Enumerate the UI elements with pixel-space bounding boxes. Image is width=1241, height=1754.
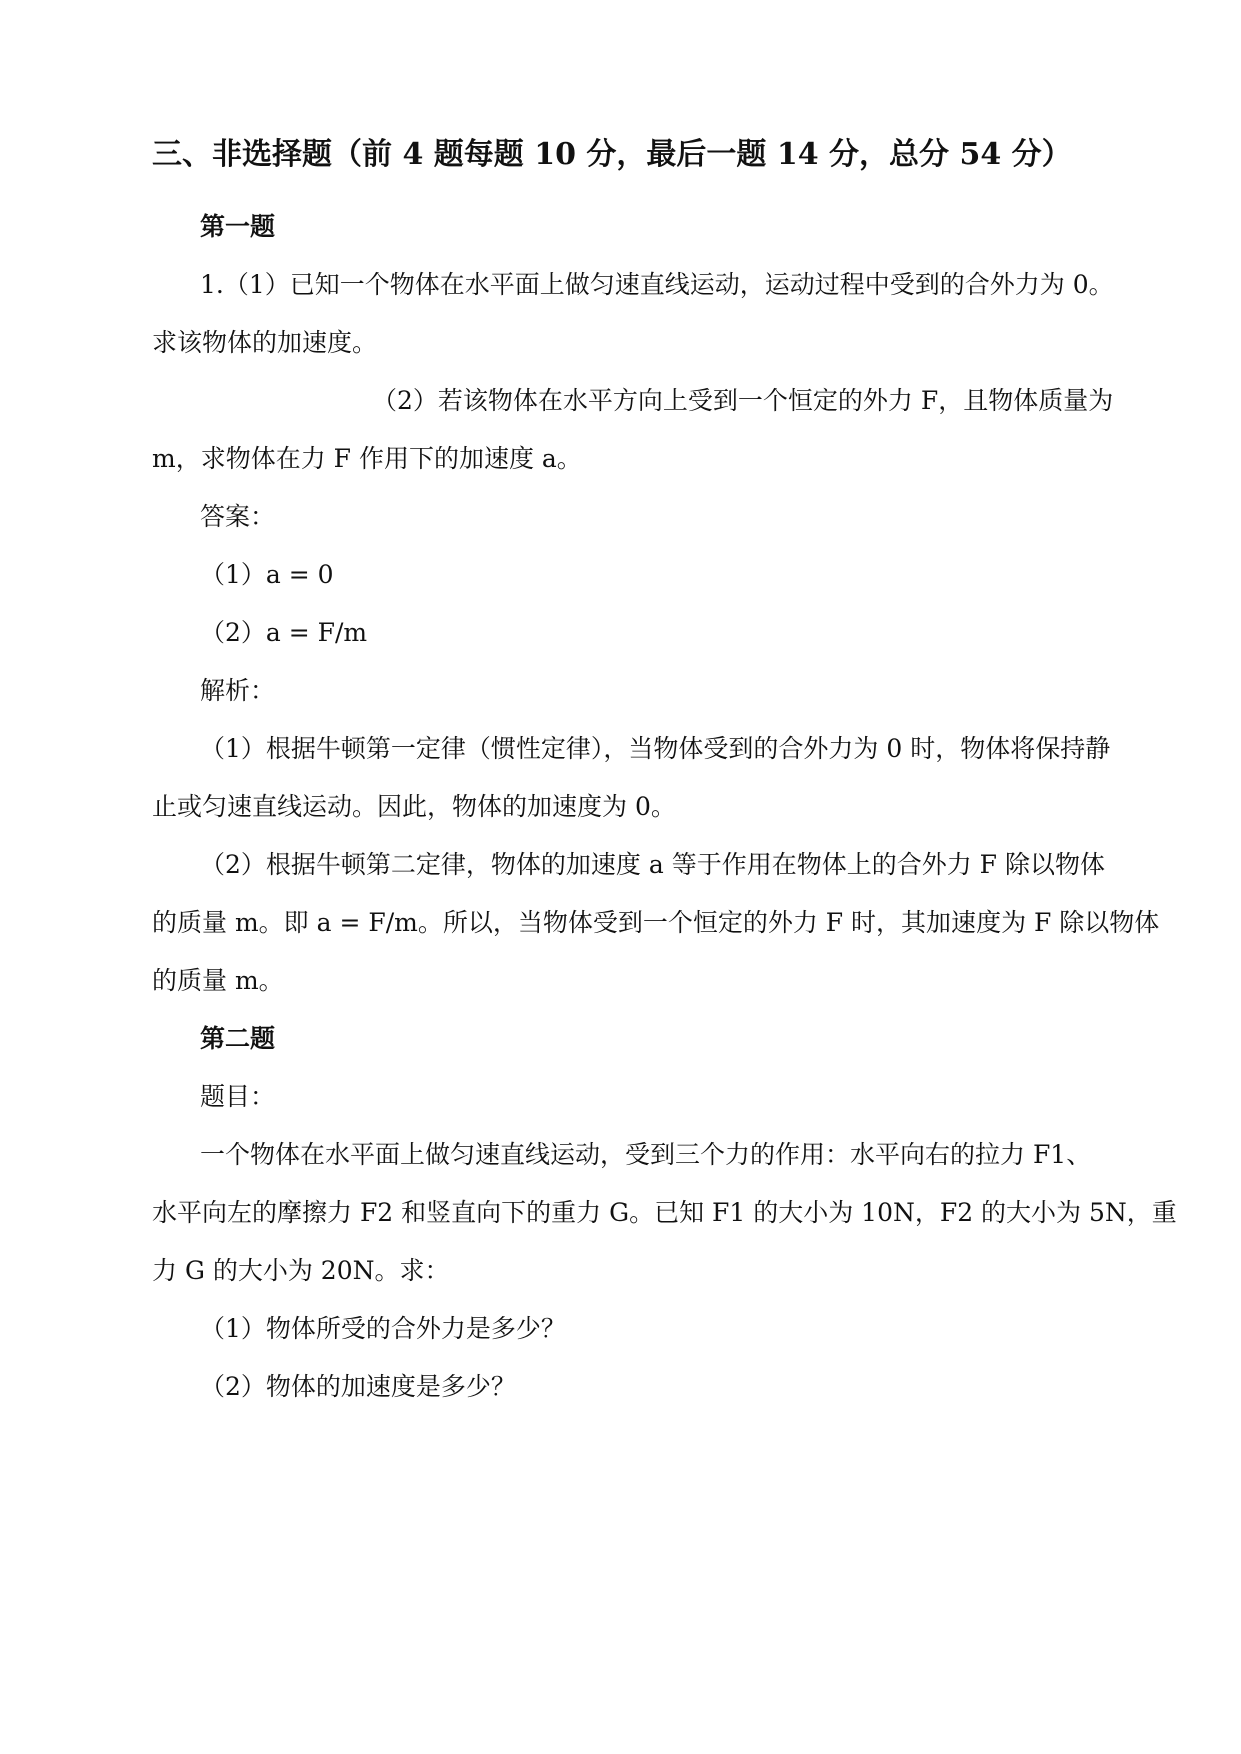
question-1-heading: 第一题 xyxy=(200,212,276,241)
section-title: 三、非选择题（前 4 题每题 10 分，最后一题 14 分，总分 54 分） xyxy=(152,137,1072,172)
question-2-heading: 第二题 xyxy=(200,1024,276,1053)
q1-analysis-label: 解析： xyxy=(200,676,276,705)
q2-sub-question-1: （1）物体所受的合外力是多少？ xyxy=(200,1314,566,1343)
q1-part1-line1: 1.（1）已知一个物体在水平面上做匀速直线运动，运动过程中受到的合外力为 0。 xyxy=(200,270,1114,299)
q1-answer-2: （2）a = F/m xyxy=(200,618,368,647)
q1-analysis1-line2: 止或匀速直线运动。因此，物体的加速度为 0。 xyxy=(152,792,676,821)
q1-analysis1-line1: （1）根据牛顿第一定律（惯性定律），当物体受到的合外力为 0 时，物体将保持静 xyxy=(200,734,1111,763)
q2-sub-question-2: （2）物体的加速度是多少？ xyxy=(200,1372,516,1401)
q1-analysis2-line1: （2）根据牛顿第二定律，物体的加速度 a 等于作用在物体上的合外力 F 除以物体 xyxy=(200,850,1105,879)
q1-part2-line1: （2）若该物体在水平方向上受到一个恒定的外力 F，且物体质量为 xyxy=(372,386,1114,415)
q1-part2-line2: m，求物体在力 F 作用下的加速度 a。 xyxy=(152,444,582,473)
q1-analysis2-line3: 的质量 m。 xyxy=(152,966,284,995)
q2-title-label: 题目： xyxy=(200,1082,276,1111)
q2-stem-line1: 一个物体在水平面上做匀速直线运动，受到三个力的作用：水平向右的拉力 F1、 xyxy=(200,1140,1092,1169)
q1-answer-label: 答案： xyxy=(200,502,276,531)
q1-analysis2-line2: 的质量 m。即 a = F/m。所以，当物体受到一个恒定的外力 F 时，其加速度为 F 除以物体 xyxy=(152,908,1160,937)
q1-part1-line2: 求该物体的加速度。 xyxy=(152,328,378,357)
q2-stem-line2: 水平向左的摩擦力 F2 和竖直向下的重力 G。已知 F1 的大小为 10N，F2 的大小为 5N，重 xyxy=(152,1198,1177,1227)
q1-answer-1: （1）a = 0 xyxy=(200,560,334,589)
q2-stem-line3: 力 G 的大小为 20N。求： xyxy=(152,1256,450,1285)
